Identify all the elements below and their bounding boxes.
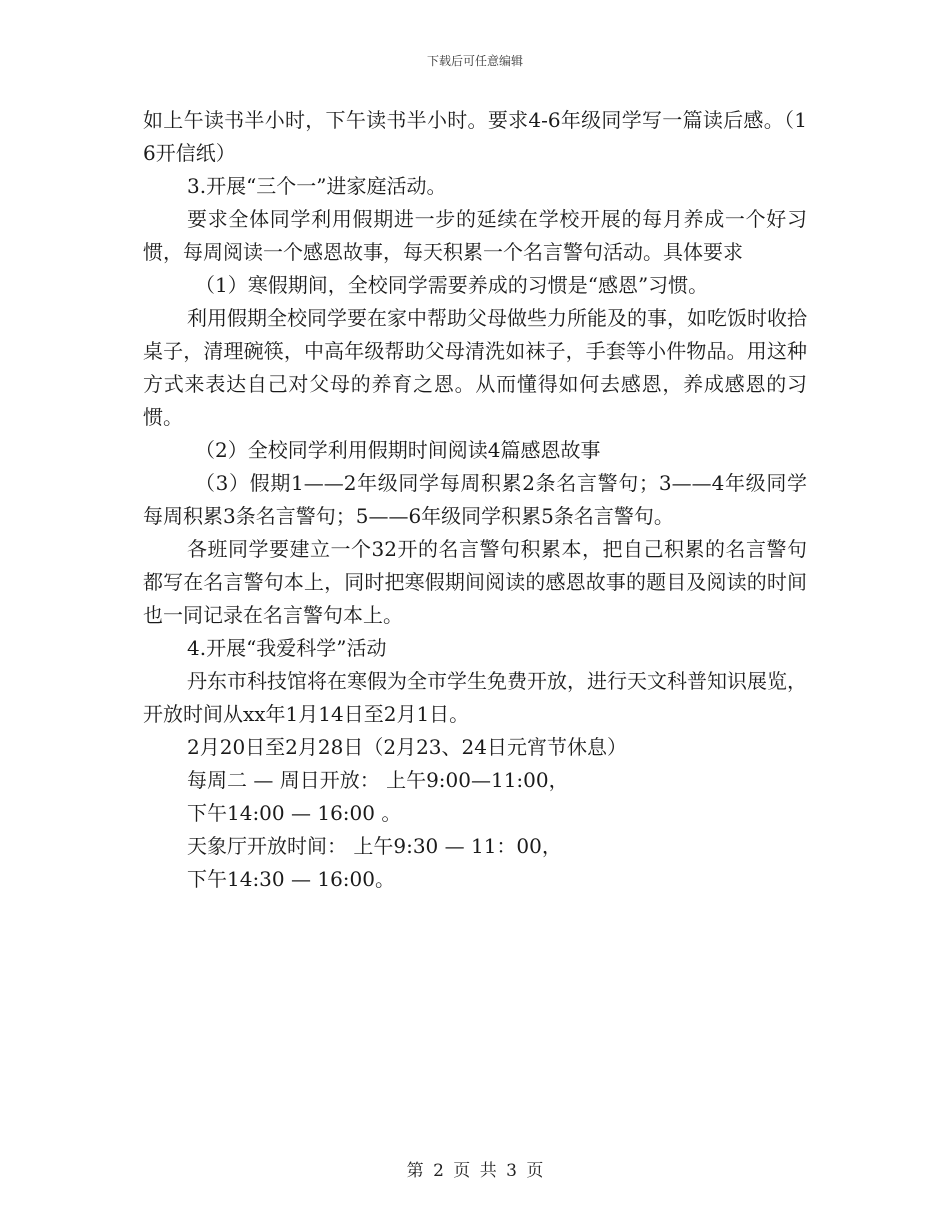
page-header: 下载后可任意编辑 [426,54,523,68]
paragraph-quote-notebook: 各班同学要建立一个32开的名言警句积累本，把自己积累的名言警句都写在名言警句本上，同时把寒假期间阅读的感恩故事的题目及阅读的时间也一同记录在名言警句本上。 [143,537,807,627]
page-footer: 第 2 页 共 3 页 [406,1161,544,1181]
schedule-date-range: 2月20日至2月28日（2月23、24日元宵节休息） [187,735,627,759]
paragraph-help-parents: 利用假期全校同学要在家中帮助父母做些力所能及的事，如吃饭时收拾桌子，清理碗筷，中高年级帮助父母清洗如袜子，手套等小件物品。用这种方式来表达自己对父母的养育之恩。从而懂得如何去感恩，养成感恩的习惯。 [143,306,807,429]
paragraph-three-ones-requirement: 要求全体同学利用假期进一步的延续在学校开展的每月养成一个好习惯，每周阅读一个感恩故事，每天积累一个名言警句活动。具体要求 [143,207,807,264]
paragraph-science-museum: 丹东市科技馆将在寒假为全市学生免费开放，进行天文科普知识展览，开放时间从xx年1月14日至2月1日。 [143,669,807,726]
section-heading-love-science: 4.开展“我爱科学”活动 [187,636,387,660]
schedule-weekly-hours: 每周二 — 周日开放： 上午9:00—11:00， [187,768,569,792]
list-item-3-quotes: （3）假期1——2年级同学每周积累2条名言警句；3——4年级同学每周积累3条名言警句；5——6年级同学积累5条名言警句。 [143,471,807,528]
schedule-planetarium-hours: 天象厅开放时间： 上午9:30 — 11：00， [187,834,562,858]
section-heading-three-ones: 3.开展“三个一”进家庭活动。 [187,174,447,198]
list-item-2-stories: （2）全校同学利用假期时间阅读4篇感恩故事 [195,438,601,462]
document-body [143,104,807,896]
schedule-afternoon-hours: 下午14:00 — 16:00 。 [187,801,402,825]
schedule-planetarium-afternoon: 下午14:30 — 16:00。 [187,867,395,891]
paragraph-reading-requirement: 如上午读书半小时，下午读书半小时。要求4-6年级同学写一篇读后感。（16开信纸） [143,108,807,165]
list-item-1-habit: （1）寒假期间，全校同学需要养成的习惯是“感恩”习惯。 [195,273,709,297]
